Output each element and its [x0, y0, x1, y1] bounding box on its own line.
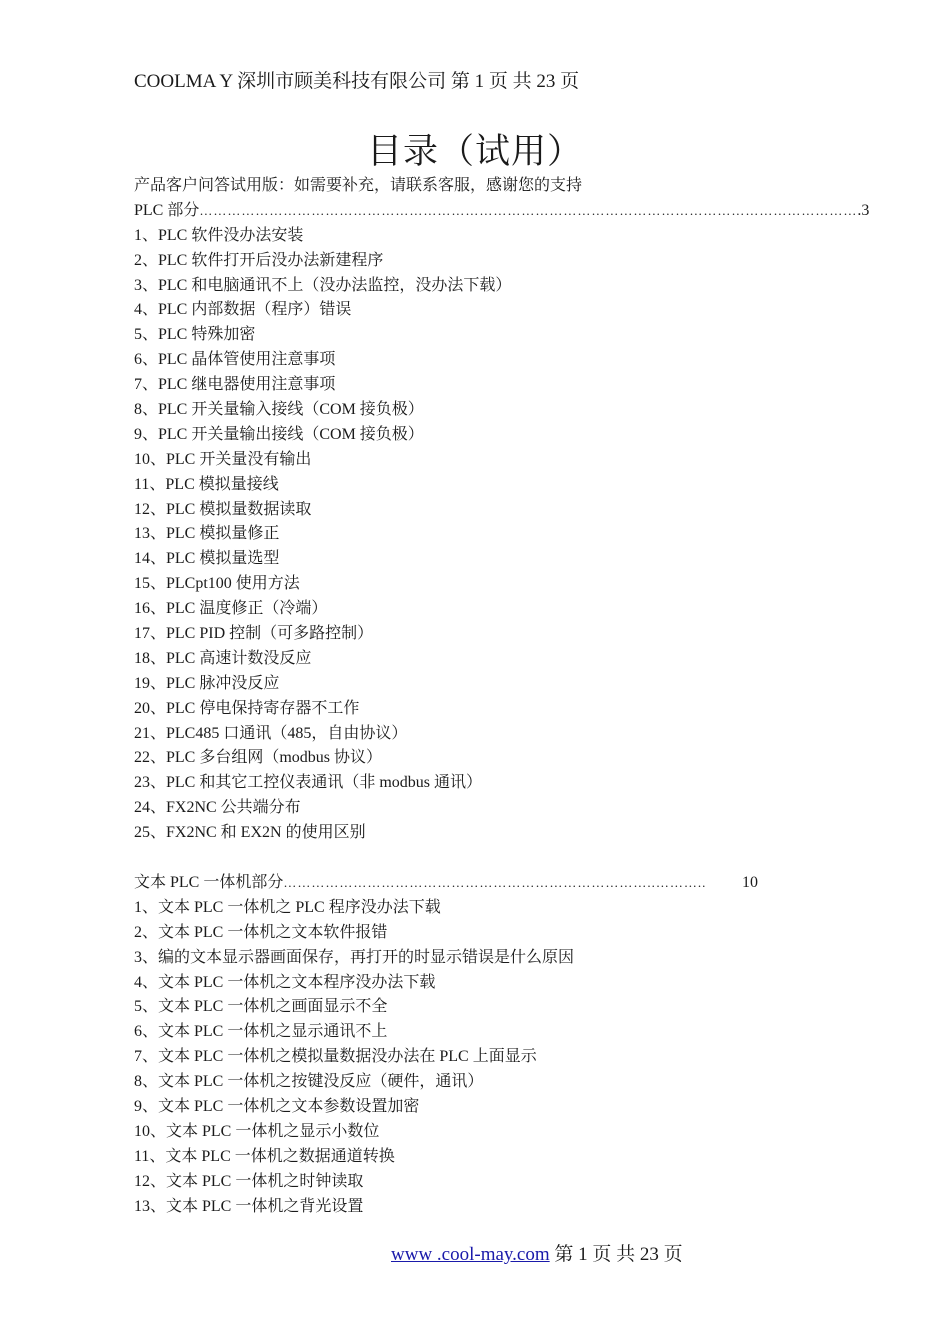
toc-content [134, 174, 870, 1219]
toc-item[interactable]: 6、文本 PLC 一体机之显示通讯不上 [134, 1023, 388, 1041]
toc-item[interactable]: 18、PLC 高速计数没反应 [134, 649, 312, 667]
toc-item[interactable]: 22、PLC 多台组网（modbus 协议） [134, 749, 383, 767]
toc-section-heading-plc[interactable] [134, 199, 870, 224]
section-page-number: 10 [742, 873, 758, 891]
toc-item[interactable]: 2、文本 PLC 一体机之文本软件报错 [134, 923, 388, 941]
toc-item[interactable]: 16、PLC 温度修正（冷端） [134, 600, 328, 618]
toc-list-text-plc [134, 896, 774, 1220]
toc-item[interactable]: 10、PLC 开关量没有输出 [134, 450, 312, 468]
page-footer [391, 1239, 683, 1266]
toc-item[interactable]: 12、文本 PLC 一体机之时钟读取 [134, 1172, 364, 1190]
toc-item[interactable]: 15、PLCpt100 使用方法 [134, 575, 300, 593]
page-title: 目录（试用） [366, 132, 583, 172]
toc-item[interactable]: 10、文本 PLC 一体机之显示小数位 [134, 1122, 380, 1140]
toc-item[interactable]: 5、PLC 特殊加密 [134, 326, 256, 344]
dot-leader: ……………………………………………………………………..……….. [283, 874, 707, 890]
toc-item[interactable]: 8、文本 PLC 一体机之按键没反应（硬件，通讯） [134, 1073, 484, 1091]
toc-item[interactable]: 12、PLC 模拟量数据读取 [134, 500, 312, 518]
toc-item[interactable]: 7、文本 PLC 一体机之模拟量数据没办法在 PLC 上面显示 [134, 1048, 537, 1066]
section-title: 文本 PLC 一体机部分 [134, 873, 284, 891]
toc-item[interactable]: 25、FX2NC 和 EX2N 的使用区别 [134, 824, 366, 842]
toc-item[interactable]: 19、PLC 脉冲没反应 [134, 674, 280, 692]
toc-item[interactable]: 1、文本 PLC 一体机之 PLC 程序没办法下载 [134, 898, 441, 916]
toc-item[interactable]: 7、PLC 继电器使用注意事项 [134, 376, 336, 394]
toc-item[interactable]: 4、PLC 内部数据（程序）错误 [134, 301, 352, 319]
toc-item[interactable]: 11、PLC 模拟量接线 [134, 475, 279, 493]
toc-list-plc [134, 224, 774, 846]
toc-item[interactable]: 23、PLC 和其它工控仪表通讯（非 modbus 通讯） [134, 774, 483, 792]
toc-item[interactable]: 3、PLC 和电脑通讯不上（没办法监控，没办法下载） [134, 276, 512, 294]
toc-item[interactable]: 9、PLC 开关量输出接线（COM 接负极） [134, 425, 424, 443]
toc-item[interactable]: 13、文本 PLC 一体机之背光设置 [134, 1197, 364, 1215]
toc-item[interactable]: 11、文本 PLC 一体机之数据通道转换 [134, 1147, 395, 1165]
toc-item[interactable]: 24、FX2NC 公共端分布 [134, 799, 301, 817]
toc-item[interactable]: 17、PLC PID 控制（可多路控制） [134, 625, 374, 643]
spacer [134, 846, 774, 871]
toc-item[interactable]: 13、PLC 模拟量修正 [134, 525, 280, 543]
intro-note: 产品客户问答试用版：如需要补充，请联系客服，感谢您的支持 [134, 177, 583, 194]
toc-item[interactable]: 4、文本 PLC 一体机之文本程序没办法下载 [134, 973, 436, 991]
toc-item[interactable]: 3、编的文本显示器画面保存，再打开的时显示错误是什么原因 [134, 948, 575, 966]
toc-section-heading-text-plc[interactable] [134, 871, 758, 896]
section-page-number: .3 [857, 201, 870, 219]
toc-item[interactable]: 9、文本 PLC 一体机之文本参数设置加密 [134, 1097, 420, 1115]
toc-item[interactable]: 8、PLC 开关量输入接线（COM 接负极） [134, 401, 424, 419]
toc-item[interactable]: 20、PLC 停电保持寄存器不工作 [134, 699, 360, 717]
footer-page-count: 第 1 页 共 23 页 [549, 1244, 683, 1265]
website-link[interactable]: www .cool-may.com [391, 1244, 550, 1265]
toc-item[interactable]: 2、PLC 软件打开后没办法新建程序 [134, 251, 384, 269]
section-title: PLC 部分 [134, 201, 200, 219]
page-header: COOLMA Y 深圳市顾美科技有限公司 第 1 页 共 23 页 [134, 71, 580, 92]
toc-item[interactable]: 1、PLC 软件没办法安装 [134, 226, 304, 244]
toc-item[interactable]: 14、PLC 模拟量选型 [134, 550, 280, 568]
toc-item[interactable]: 6、PLC 晶体管使用注意事项 [134, 351, 336, 369]
toc-item[interactable]: 21、PLC485 口通讯（485，自由协议） [134, 724, 408, 742]
toc-item[interactable]: 5、文本 PLC 一体机之画面显示不全 [134, 998, 388, 1016]
dot-leader: …………………………………………………………………………………………………………………………… [199, 202, 858, 218]
